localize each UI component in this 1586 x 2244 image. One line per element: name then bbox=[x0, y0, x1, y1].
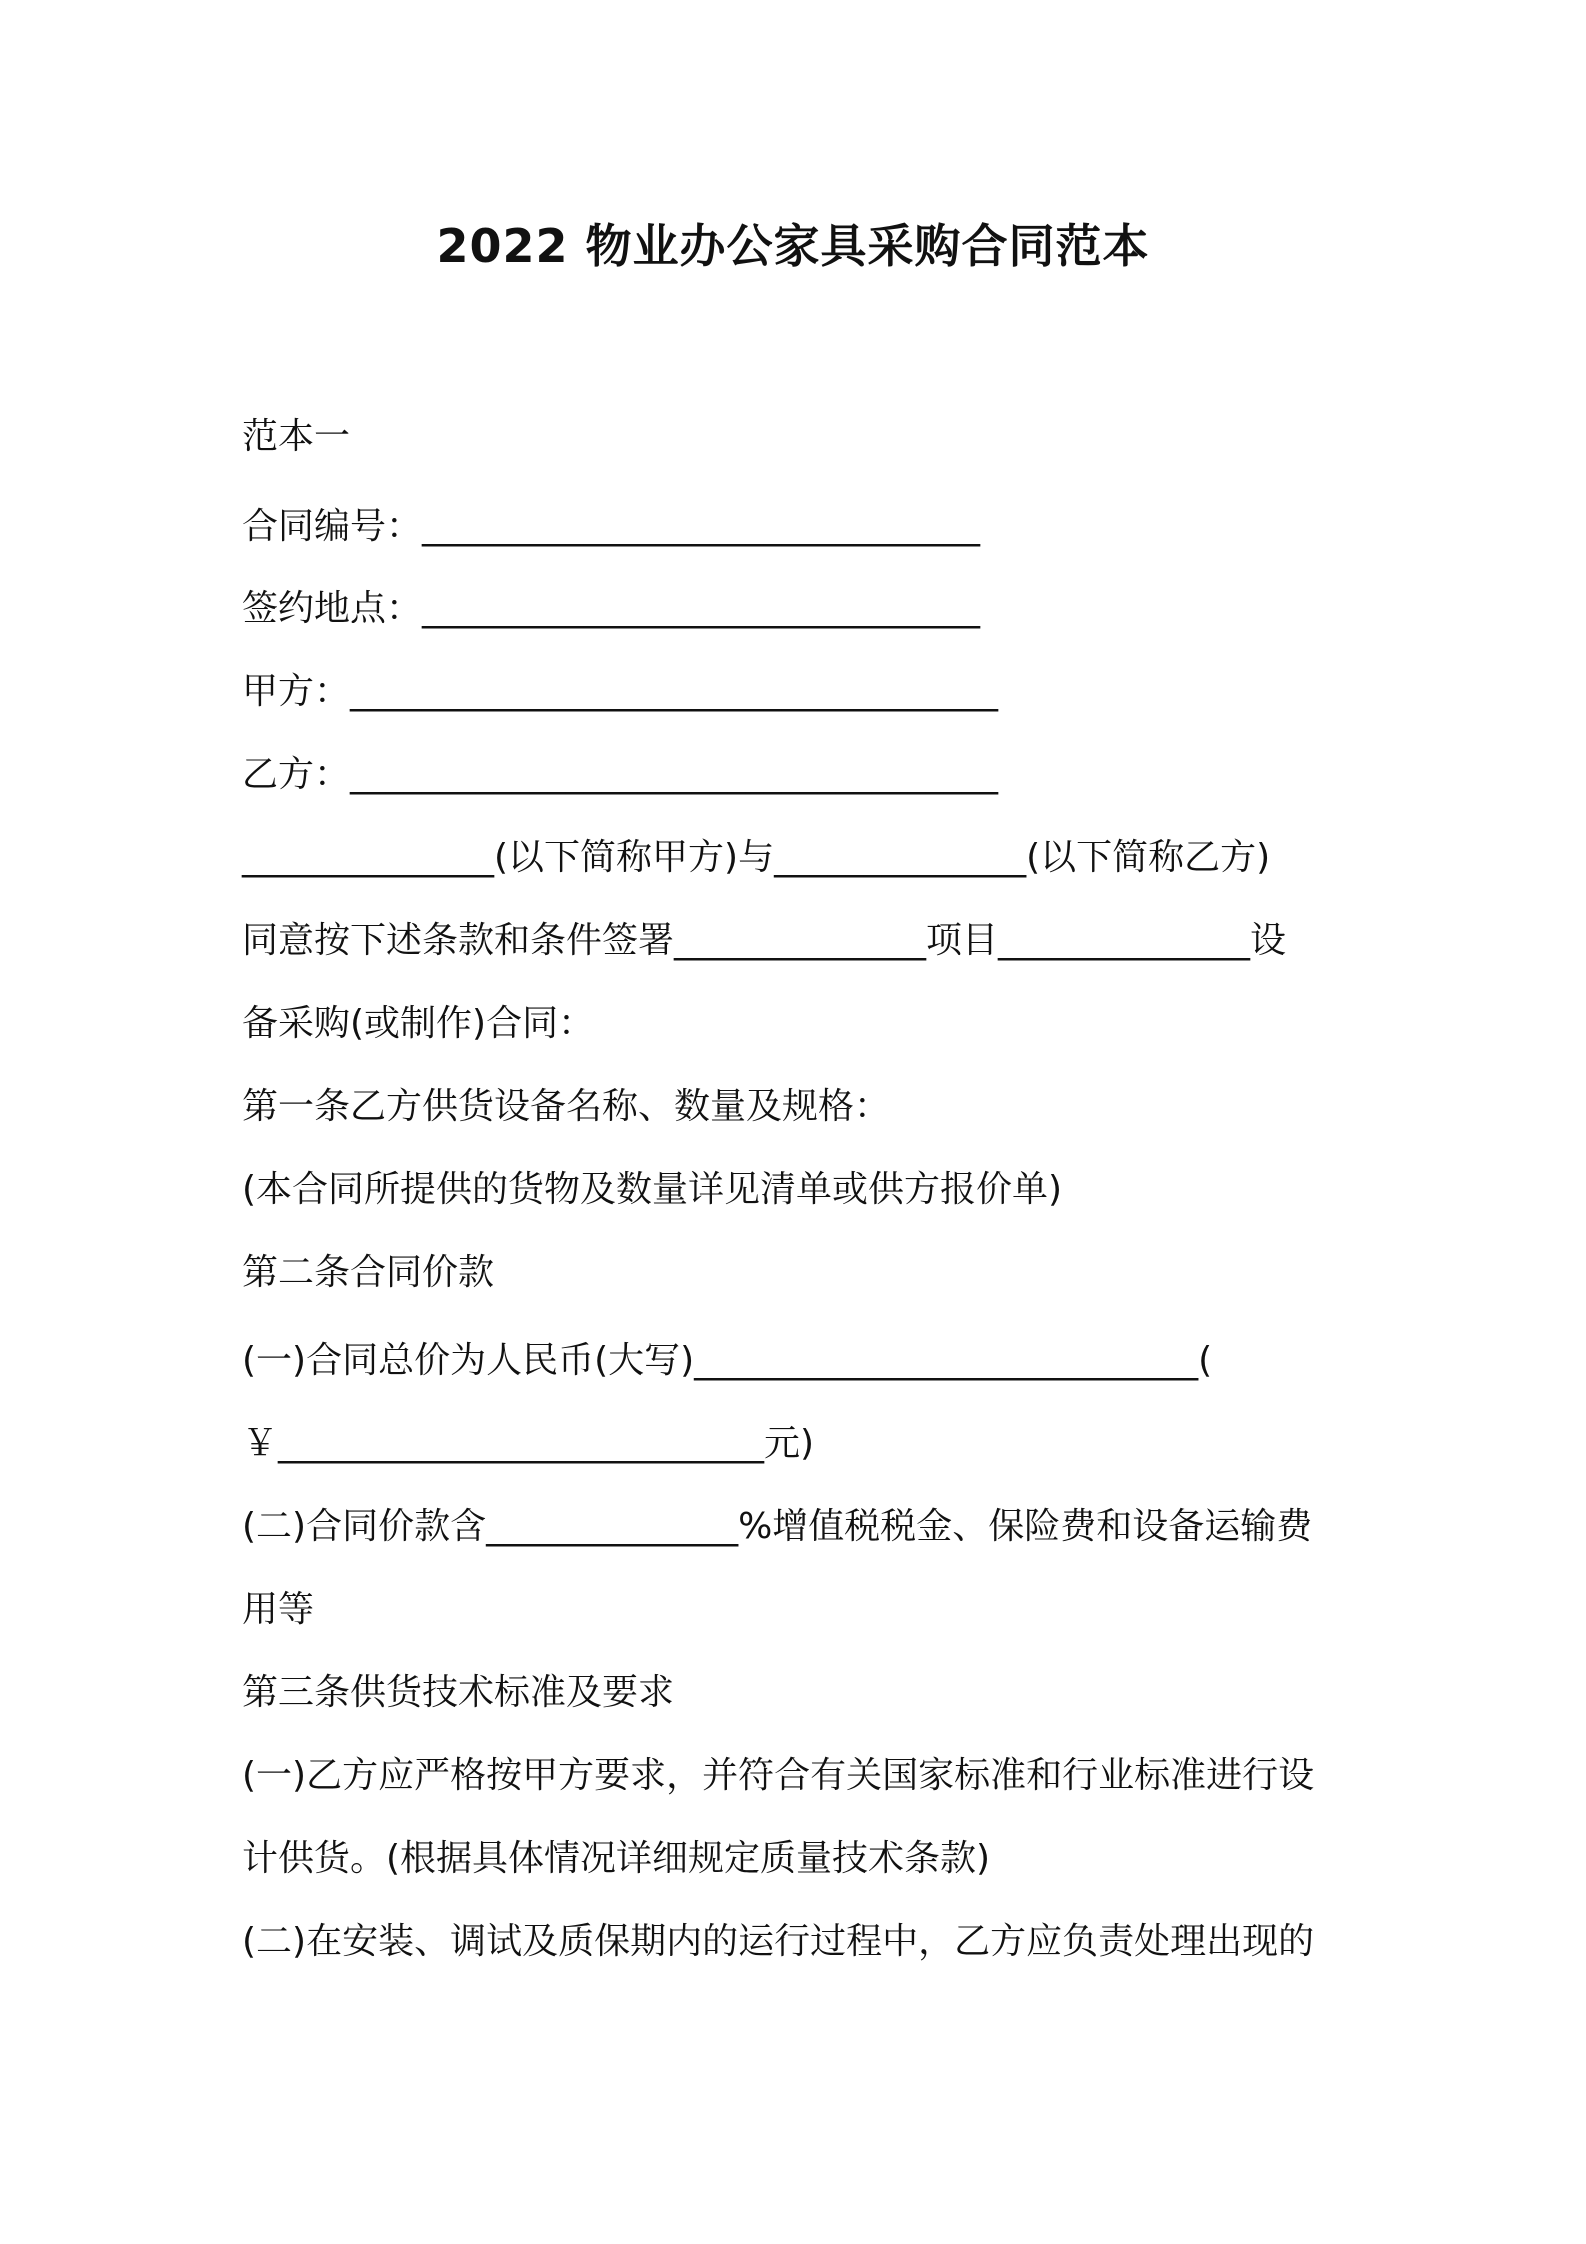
price-includes-line-cont: 用等 bbox=[242, 1589, 315, 1630]
article-3-heading: 第三条供货技术标准及要求 bbox=[242, 1672, 675, 1713]
agreement-line: 同意按下述条款和条件签署______________项目______________设 bbox=[242, 920, 1287, 961]
party-a-line: 甲方：____________________________________ bbox=[242, 671, 999, 712]
article-1-note: (本合同所提供的货物及数量详见清单或供方报价单) bbox=[242, 1169, 1063, 1210]
total-price-line: (一)合同总价为人民币(大写)____________________________( bbox=[242, 1340, 1213, 1381]
parties-intro-line: ______________(以下简称甲方)与______________(以下简称乙方) bbox=[242, 837, 1271, 878]
tech-standard-line: (一)乙方应严格按甲方要求，并符合有关国家标准和行业标准进行设 bbox=[242, 1755, 1315, 1796]
signing-place-line: 签约地点：_______________________________ bbox=[242, 588, 981, 629]
price-includes-line: (二)合同价款含______________%增值税税金、保险费和设备运输费 bbox=[242, 1506, 1313, 1547]
document-title: 2022 物业办公家具采购合同范本 bbox=[436, 219, 1150, 273]
article-2-heading: 第二条合同价款 bbox=[242, 1252, 495, 1293]
article-1-heading: 第一条乙方供货设备名称、数量及规格： bbox=[242, 1086, 891, 1127]
sample-heading: 范本一 bbox=[242, 416, 351, 457]
agreement-line-cont: 备采购(或制作)合同： bbox=[242, 1003, 595, 1044]
contract-number-line: 合同编号：_______________________________ bbox=[242, 506, 981, 547]
total-price-amount-line: ￥___________________________元) bbox=[242, 1423, 815, 1464]
installation-line: (二)在安装、调试及质保期内的运行过程中，乙方应负责处理出现的 bbox=[242, 1921, 1315, 1962]
party-b-line: 乙方：____________________________________ bbox=[242, 754, 999, 795]
tech-standard-line-cont: 计供货。(根据具体情况详细规定质量技术条款) bbox=[242, 1838, 991, 1879]
